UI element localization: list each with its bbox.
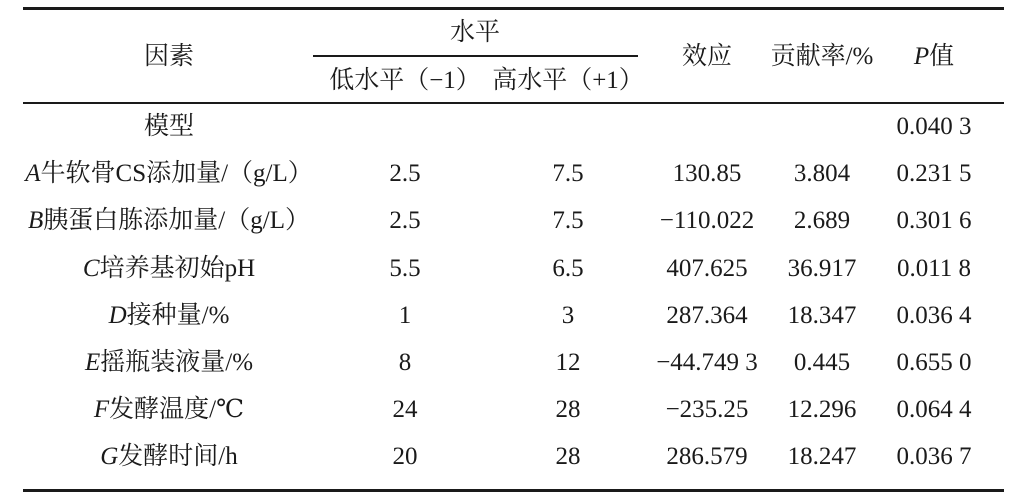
factor-cell xyxy=(94,395,244,425)
factor-name: 发酵温度/℃ xyxy=(109,396,245,423)
factor-name: 接种量/% xyxy=(126,302,230,329)
high-level-cell: 6.5 xyxy=(552,255,584,282)
p-value-cell: 0.036 7 xyxy=(896,443,972,470)
effect-cell: 286.579 xyxy=(666,443,748,470)
factor-cell xyxy=(28,206,310,236)
factor-name: 发酵时间/h xyxy=(118,443,238,470)
contribution-cell: 18.247 xyxy=(787,443,857,470)
header-low-level: 低水平（−1） xyxy=(329,67,481,94)
factor-letter: G xyxy=(100,443,119,470)
factor-name: 摇瓶装液量/% xyxy=(100,349,254,376)
low-level-cell: 8 xyxy=(398,349,412,376)
high-level-cell: 12 xyxy=(555,349,581,376)
high-level-cell: 28 xyxy=(555,396,581,423)
p-value-cell: 0.011 8 xyxy=(896,255,972,282)
effect-cell: 130.85 xyxy=(672,160,742,187)
factor-letter: C xyxy=(82,255,100,282)
factor-name: 胰蛋白胨添加量/（g/L） xyxy=(43,207,310,234)
factor-name: 牛软骨CS添加量/（g/L） xyxy=(40,160,313,187)
contribution-cell: 36.917 xyxy=(787,255,857,282)
contribution-cell: 12.296 xyxy=(787,396,857,423)
effect-cell: −44.749 3 xyxy=(656,349,758,376)
low-level-cell: 2.5 xyxy=(389,207,421,234)
header-high-level: 高水平（+1） xyxy=(492,67,644,94)
factor-letter: D xyxy=(108,302,127,329)
header-p-value xyxy=(914,42,954,72)
header-factor: 因素 xyxy=(143,43,195,70)
contribution-cell: 18.347 xyxy=(787,302,857,329)
effect-cell: 407.625 xyxy=(666,255,748,282)
p-value-cell: 0.231 5 xyxy=(896,160,972,187)
high-level-cell: 7.5 xyxy=(552,160,584,187)
factor-name: 培养基初始pH xyxy=(99,255,256,282)
factor-cell xyxy=(144,112,194,142)
high-level-cell: 7.5 xyxy=(552,207,584,234)
p-value-cell: 0.064 4 xyxy=(896,396,972,423)
header-p-letter: P xyxy=(913,43,930,70)
factor-cell xyxy=(100,442,238,472)
effect-cell: −235.25 xyxy=(665,396,749,423)
p-value-cell: 0.040 3 xyxy=(896,113,972,140)
effect-cell: 287.364 xyxy=(666,302,748,329)
factor-letter: A xyxy=(25,160,41,187)
factor-letter: B xyxy=(28,207,44,234)
factor-cell xyxy=(109,301,230,331)
level-group-underline xyxy=(313,55,638,57)
header-level-group: 水平 xyxy=(449,19,501,46)
effect-cell: −110.022 xyxy=(659,207,755,234)
factor-letter: F xyxy=(93,396,110,423)
high-level-cell: 28 xyxy=(555,443,581,470)
factor-cell xyxy=(85,348,253,378)
factor-cell xyxy=(83,254,255,284)
contribution-cell: 0.445 xyxy=(793,349,851,376)
header-p-suffix: 值 xyxy=(929,43,955,70)
p-value-cell: 0.655 0 xyxy=(896,349,972,376)
low-level-cell: 5.5 xyxy=(389,255,421,282)
table-header-rule xyxy=(23,102,1004,104)
low-level-cell: 24 xyxy=(392,396,418,423)
header-contribution: 贡献率/% xyxy=(770,43,874,70)
contribution-cell: 3.804 xyxy=(793,160,851,187)
p-value-cell: 0.301 6 xyxy=(896,207,972,234)
low-level-cell: 20 xyxy=(392,443,418,470)
table-bottom-rule xyxy=(23,489,1004,492)
factor-cell xyxy=(25,159,313,189)
factor-letter: E xyxy=(84,349,101,376)
header-effect: 效应 xyxy=(681,43,733,70)
low-level-cell: 1 xyxy=(398,302,412,329)
high-level-cell: 3 xyxy=(561,302,575,329)
contribution-cell: 2.689 xyxy=(793,207,851,234)
low-level-cell: 2.5 xyxy=(389,160,421,187)
factor-name: 模型 xyxy=(143,113,195,140)
p-value-cell: 0.036 4 xyxy=(896,302,972,329)
